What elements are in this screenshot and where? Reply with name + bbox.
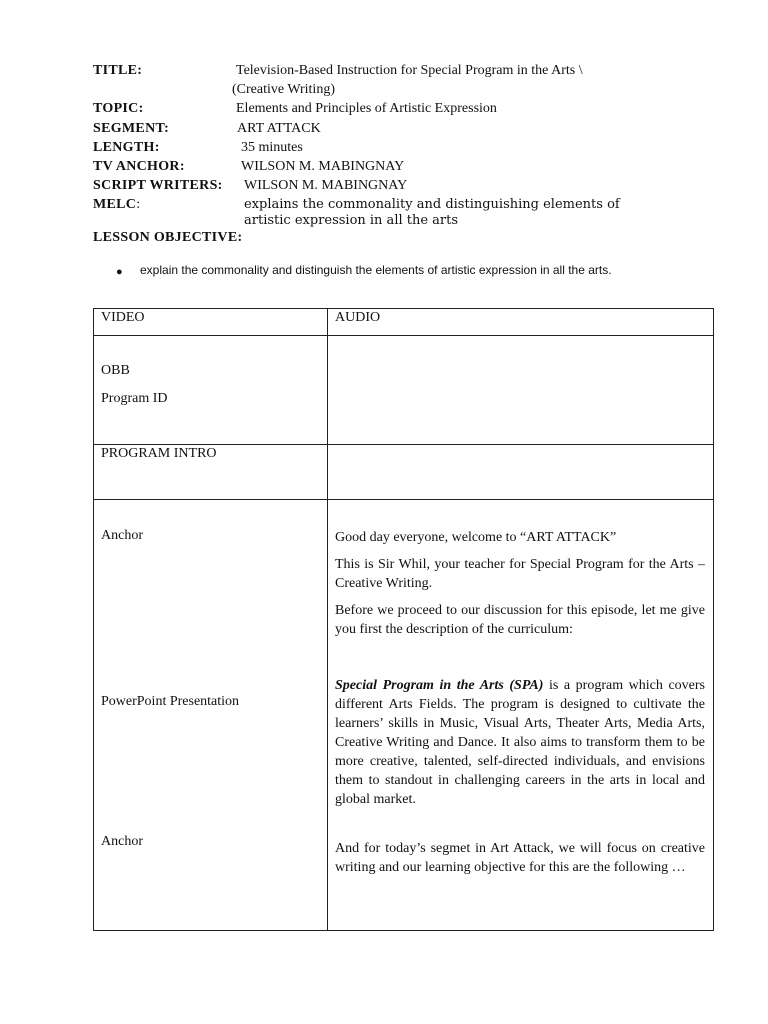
table-row [94,445,714,500]
script-writers-label: SCRIPT WRITERS: [93,178,223,193]
audio-cell [328,500,714,931]
audio-spa [335,676,705,809]
spa-desc: is a program which covers different Arts Fields. The program is designed to cultivate the learners’ skills in Music, Visual Arts, Theater Arts, Media Arts, Creative Writing and Dance. It also aims to transform them to be more creative, talented, self-directed individuals, and envisions them to standout in challenging careers in the arts in local and global market. [335,678,706,807]
audio-before-text: Before we proceed to our discussion for this episode, let me give you first the description of the curriculum: [335,603,705,637]
program-id-label: Program ID [101,391,168,406]
audio-greeting [335,528,705,547]
spa-term: Special Program in the Arts (SPA) [335,678,544,693]
video-cell [94,336,328,445]
objective-item: explain the commonality and distinguish the elements of artistic expression in all the arts. [140,263,612,277]
video-cell [94,445,328,500]
audio-focus-text: And for today’s segmet in Art Attack, we will focus on creative writing and our learning objective for this are the following … [335,841,705,875]
table-row [94,500,714,931]
audio-greeting-text: Good day everyone, welcome to “ART ATTACK” [335,530,617,545]
bullet-icon: ● [116,266,123,278]
tv-anchor-value: WILSON M. MABINGNAY [241,159,405,174]
audio-header: AUDIO [335,310,381,325]
program-intro-label: PROGRAM INTRO [101,446,217,461]
audio-spa-para [335,676,705,809]
video-cell [94,500,328,931]
title-value-line2: (Creative Writing) [232,82,335,97]
title-value-line1: Television-Based Instruction for Special Program in the Arts \ [236,63,583,78]
audio-intro [335,555,705,593]
obb-label: OBB [101,363,130,378]
audio-cell [328,336,714,445]
script-table [93,308,714,931]
topic-value: Elements and Principles of Artistic Expression [236,101,497,116]
melc-label: MELC [93,197,137,212]
length-label: LENGTH: [93,140,160,155]
melc-colon: : [136,197,141,212]
audio-cell [328,445,714,500]
audio-intro-text: This is Sir Whil, your teacher for Special Program for the Arts – Creative Writing. [335,557,705,591]
title-label: TITLE: [93,63,143,78]
tv-anchor-label: TV ANCHOR: [93,159,185,174]
length-value: 35 minutes [241,140,303,155]
segment-label: SEGMENT: [93,121,170,136]
anchor-label-1: Anchor [101,528,143,543]
melc-label-wrap [93,197,140,213]
anchor-label-2: Anchor [101,834,143,849]
audio-before [335,601,705,639]
lesson-objective-label: LESSON OBJECTIVE: [93,230,243,245]
ppt-label: PowerPoint Presentation [101,694,240,709]
table-header-row [94,309,714,336]
script-writers-value: WILSON M. MABINGNAY [244,178,408,193]
melc-value: explains the commonality and distinguishing elements of artistic expression in all the arts [244,197,620,228]
table-row [94,336,714,445]
segment-value: ART ATTACK [237,121,321,136]
audio-focus [335,839,705,877]
video-header-cell [94,309,328,336]
audio-header-cell [328,309,714,336]
video-header: VIDEO [101,310,145,325]
topic-label: TOPIC: [93,101,144,116]
